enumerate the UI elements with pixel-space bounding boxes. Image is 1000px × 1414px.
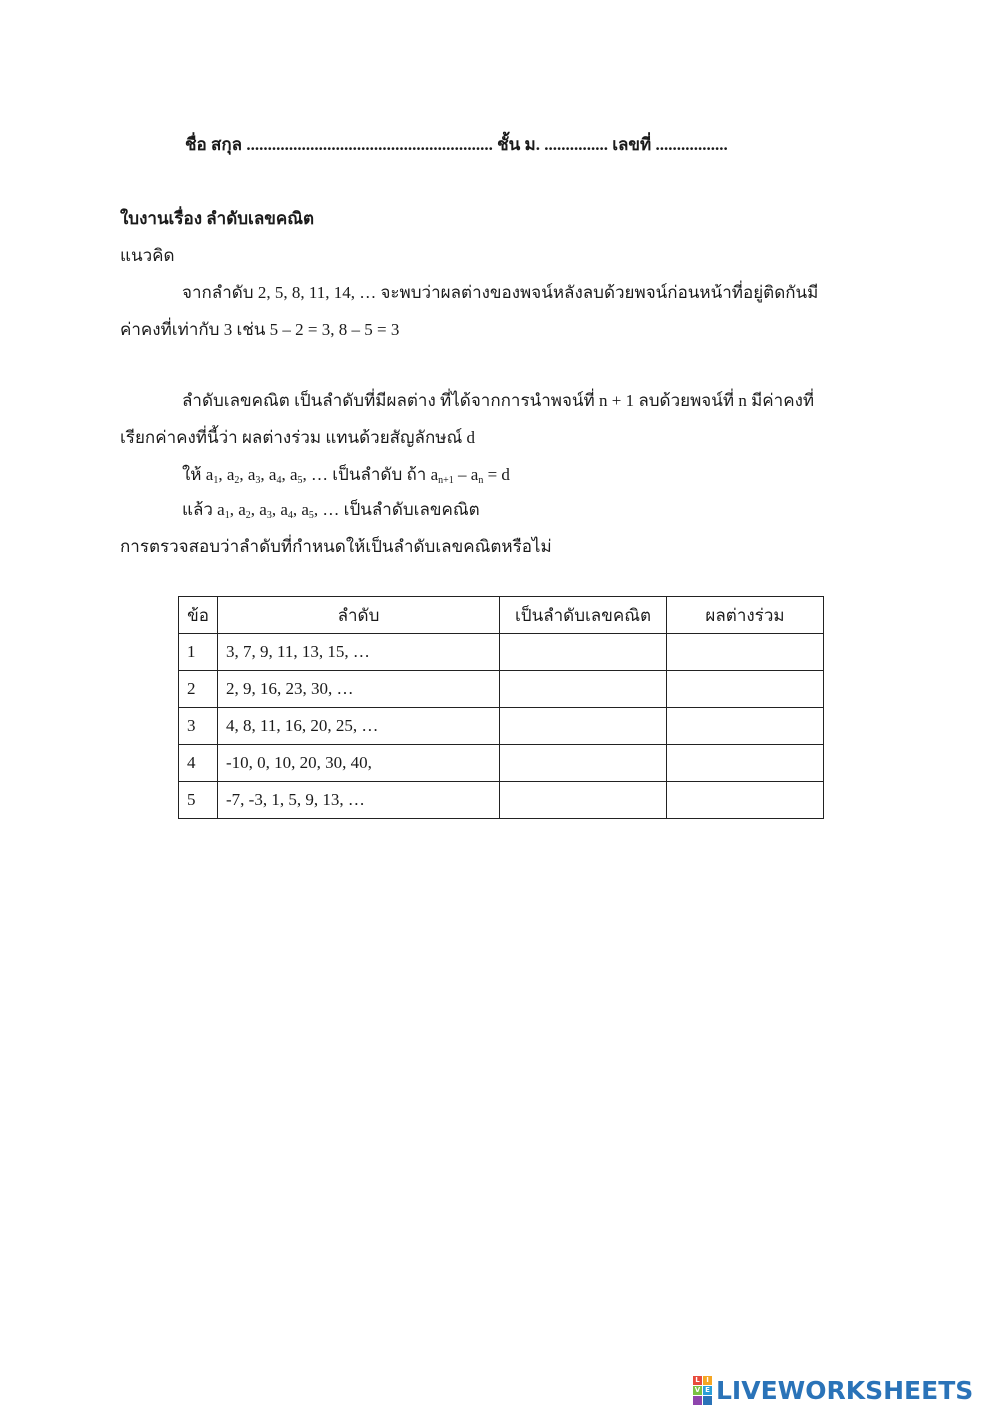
logo-grid-icon — [693, 1376, 712, 1405]
answer-is-arithmetic[interactable] — [500, 708, 667, 745]
student-info-line: ชื่อ สกุล .......................................................... ชั้น ม. ............... เลขที่ ................. — [185, 135, 728, 154]
row-number: 1 — [179, 634, 218, 671]
row-number: 2 — [179, 671, 218, 708]
formula-definition: ให้ $a_1$, $a_2$, $a_3$, $a_4$, $a_5$, … เป็นลำดับ ถ้า $a_{n+1} - a_n = d$ — [182, 465, 510, 486]
logo-cell — [703, 1396, 712, 1405]
worksheet-title: ใบงานเรื่อง ลำดับเลขคณิต — [120, 209, 315, 228]
answer-common-difference[interactable] — [667, 708, 824, 745]
logo-letter-v: V — [694, 1386, 701, 1394]
formula-conclusion: แล้ว $a_1$, $a_2$, $a_3$, $a_4$, $a_5$, … เป็นลำดับเลขคณิต — [182, 500, 480, 521]
concept-paragraph-2-line-1: ลำดับเลขคณิต เป็นลำดับที่มีผลต่าง ที่ได้จากการนำพจน์ที่ n + 1 ลบด้วยพจน์ที่ n มีค่าคงที่ — [182, 391, 815, 410]
answer-common-difference[interactable] — [667, 782, 824, 819]
logo-letter-l: L — [693, 1376, 702, 1385]
answer-common-difference[interactable] — [667, 671, 824, 708]
table-row — [179, 708, 824, 745]
row-sequence: 2, 9, 16, 23, 30, … — [218, 671, 500, 708]
answer-common-difference[interactable] — [667, 745, 824, 782]
row-sequence: 4, 8, 11, 16, 20, 25, … — [218, 708, 500, 745]
logo-letter-i: I — [703, 1376, 712, 1385]
row-sequence: 3, 7, 9, 11, 13, 15, … — [218, 634, 500, 671]
table-row — [179, 745, 824, 782]
concept-paragraph-1-line-2: ค่าคงที่เท่ากับ 3 เช่น 5 – 2 = 3, 8 – 5 = 3 — [120, 320, 400, 339]
header-common-difference: ผลต่างร่วม — [667, 597, 824, 634]
answer-common-difference[interactable] — [667, 634, 824, 671]
row-sequence: -7, -3, 1, 5, 9, 13, … — [218, 782, 500, 819]
header-is-arithmetic: เป็นลำดับเลขคณิต — [500, 597, 667, 634]
concept-heading: แนวคิด — [120, 246, 175, 265]
row-number: 3 — [179, 708, 218, 745]
table-header-row — [179, 597, 824, 634]
table-row — [179, 634, 824, 671]
concept-paragraph-1-line-1: จากลำดับ 2, 5, 8, 11, 14, … จะพบว่าผลต่างของพจน์หลังลบด้วยพจน์ก่อนหน้าที่อยู่ติดกันมี — [182, 283, 819, 302]
answer-is-arithmetic[interactable] — [500, 634, 667, 671]
liveworksheets-logo — [693, 1374, 973, 1406]
logo-cell — [693, 1396, 702, 1405]
header-sequence: ลำดับ — [218, 597, 500, 634]
answer-is-arithmetic[interactable] — [500, 671, 667, 708]
answer-is-arithmetic[interactable] — [500, 782, 667, 819]
row-number: 5 — [179, 782, 218, 819]
concept-paragraph-2-line-2: เรียกค่าคงที่นี้ว่า ผลต่างร่วม แทนด้วยสัญลักษณ์ d — [120, 428, 475, 447]
header-number: ข้อ — [179, 597, 218, 634]
answer-is-arithmetic[interactable] — [500, 745, 667, 782]
logo-letter-e: E — [703, 1386, 712, 1395]
table-row — [179, 782, 824, 819]
sequence-table — [178, 596, 824, 819]
row-sequence: -10, 0, 10, 20, 30, 40, — [218, 745, 500, 782]
row-number: 4 — [179, 745, 218, 782]
instruction-text: การตรวจสอบว่าลำดับที่กำหนดให้เป็นลำดับเลขคณิตหรือไม่ — [120, 537, 552, 556]
logo-text: LIVEWORKSHEETS — [716, 1375, 974, 1405]
table-row — [179, 671, 824, 708]
